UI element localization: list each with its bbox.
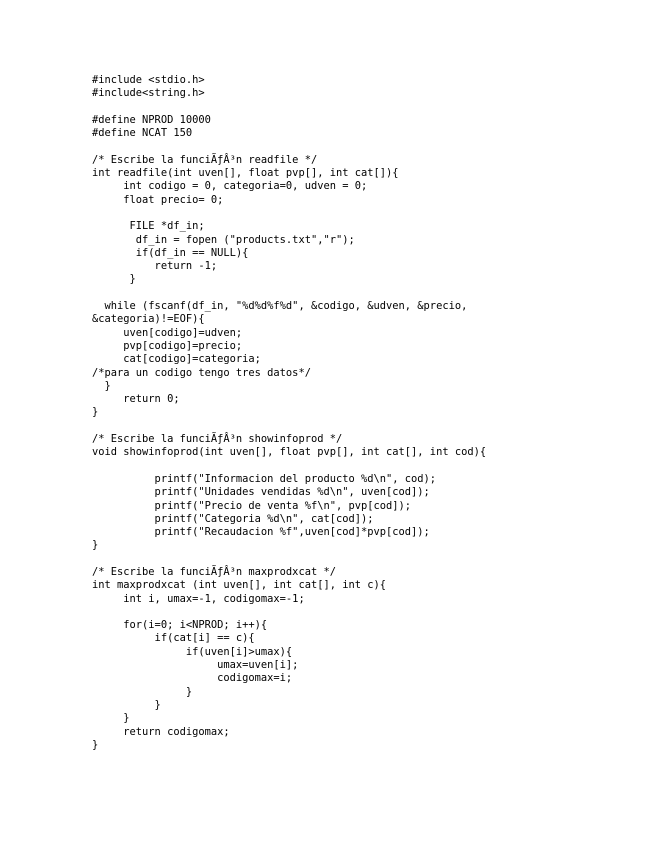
code-line	[92, 553, 486, 566]
code-line: for(i=0; i<NPROD; i++){	[92, 619, 268, 632]
code-line: printf("Recaudacion %f",uven[cod]*pvp[cod]);	[92, 526, 430, 539]
code-line: #include <stdio.h>	[92, 74, 205, 86]
code-line: int maxprodxcat (int uven[], int cat[], int c){	[92, 579, 387, 592]
code-line: pvp[codigo]=precio;	[92, 339, 243, 352]
code-line: }	[92, 273, 136, 286]
code-line: if(df_in == NULL){	[92, 246, 249, 259]
code-line: cat[codigo]=categoria;	[92, 353, 261, 366]
code-line: return 0;	[92, 393, 180, 406]
code-line: /* Escribe la funciÃƒÂ³n maxprodxcat */	[92, 565, 336, 578]
code-line: if(cat[i] == c){	[92, 632, 255, 645]
code-line: uven[codigo]=udven;	[92, 326, 243, 339]
code-line: return -1;	[92, 260, 218, 273]
code-line: while (fscanf(df_in, "%d%d%f%d", &codigo, &udven, &precio,	[92, 300, 468, 313]
code-line: /* Escribe la funciÃƒÂ³n readfile */	[92, 153, 318, 166]
code-line: }	[92, 712, 130, 725]
code-line: #define NCAT 150	[92, 127, 193, 140]
code-line: }	[92, 738, 99, 751]
code-line	[92, 207, 486, 220]
code-line	[92, 101, 486, 114]
code-line: int i, umax=-1, codigomax=-1;	[92, 592, 305, 605]
code-line: /*para un codigo tengo tres datos*/	[92, 366, 311, 379]
code-line	[92, 420, 486, 433]
code-line	[92, 287, 486, 300]
code-line: }	[92, 698, 161, 711]
code-line: printf("Precio de venta %f\n", pvp[cod]);	[92, 499, 412, 512]
source-code-listing	[92, 74, 486, 752]
code-line: }	[92, 685, 193, 698]
code-line: printf("Categoria %d\n", cat[cod]);	[92, 512, 374, 525]
code-line: #define NPROD 10000	[92, 113, 211, 126]
code-line: }	[92, 379, 111, 392]
code-line: FILE *df_in;	[92, 220, 205, 233]
code-line: }	[92, 539, 99, 552]
code-line	[92, 460, 486, 473]
code-line: #include<string.h>	[92, 87, 205, 100]
code-line: float precio= 0;	[92, 193, 224, 206]
code-line: return codigomax;	[92, 725, 230, 738]
code-line: df_in = fopen ("products.txt","r");	[92, 233, 355, 246]
code-line	[92, 606, 486, 619]
code-line: printf("Unidades vendidas %d\n", uven[cod]);	[92, 486, 430, 499]
code-line: }	[92, 406, 99, 419]
code-line: int readfile(int uven[], float pvp[], int cat[]){	[92, 167, 399, 180]
code-line: if(uven[i]>umax){	[92, 645, 293, 658]
code-line: codigomax=i;	[92, 672, 293, 685]
code-line	[92, 140, 486, 153]
code-line: &categoria)!=EOF){	[92, 313, 205, 326]
code-line: /* Escribe la funciÃƒÂ³n showinfoprod */	[92, 433, 343, 446]
code-line: printf("Informacion del producto %d\n", cod);	[92, 472, 437, 485]
code-line: void showinfoprod(int uven[], float pvp[], int cat[], int cod){	[92, 446, 487, 459]
code-line: int codigo = 0, categoria=0, udven = 0;	[92, 180, 368, 193]
code-line: umax=uven[i];	[92, 659, 299, 672]
